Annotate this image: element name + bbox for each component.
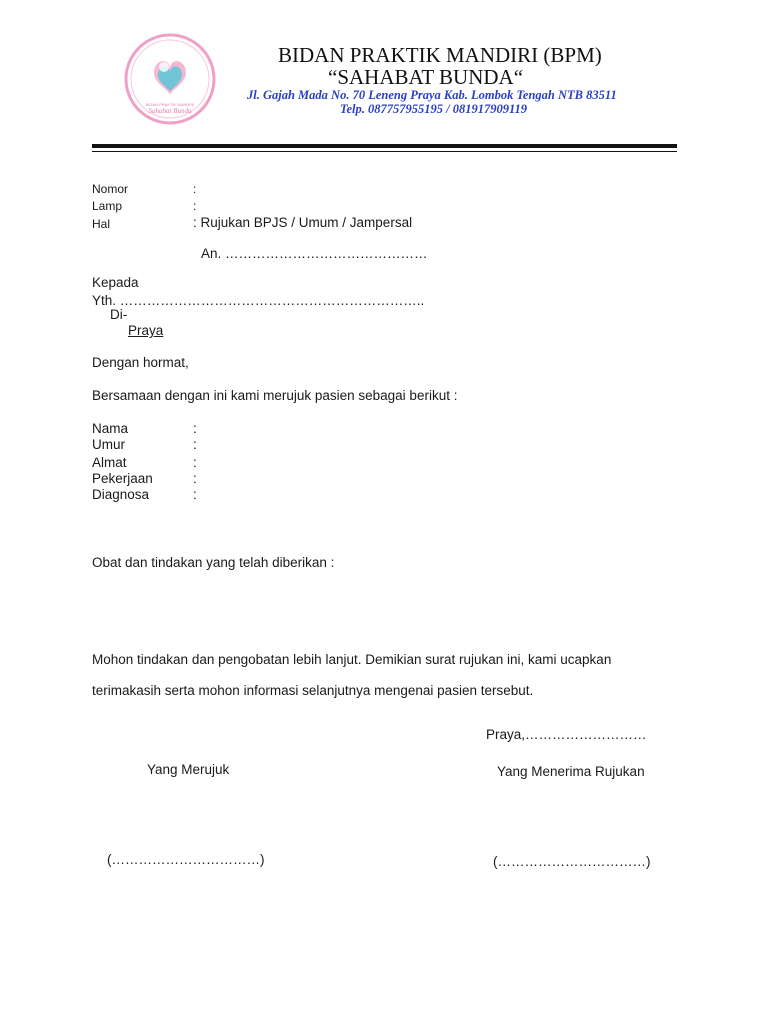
left-signature-blank: (……………………………) bbox=[107, 852, 265, 867]
right-signer-role: Yang Menerima Rujukan bbox=[497, 764, 645, 779]
svg-text:BIDAN PRAKTIK MANDIRI: BIDAN PRAKTIK MANDIRI bbox=[145, 102, 195, 107]
greeting: Dengan hormat, bbox=[92, 355, 189, 370]
lamp-label: Lamp bbox=[92, 199, 123, 213]
field-label-pekerjaan: Pekerjaan bbox=[92, 471, 153, 486]
header-phone: Telp. 087757955195 / 081917909119 bbox=[340, 102, 528, 116]
left-signer-role: Yang Merujuk bbox=[147, 762, 230, 777]
svg-text:Sahabat Bunda: Sahabat Bunda bbox=[148, 107, 192, 115]
header-rule-thick bbox=[92, 144, 677, 148]
recipient-place: Praya bbox=[128, 323, 164, 338]
di-label: Di- bbox=[110, 307, 128, 322]
kepada-label: Kepada bbox=[92, 275, 139, 290]
field-label-almat: Almat bbox=[92, 455, 127, 470]
hal-value: : Rujukan BPJS / Umum / Jampersal bbox=[193, 215, 413, 230]
obat-text: Obat dan tindakan yang telah diberikan : bbox=[92, 555, 335, 570]
hal-label: Hal bbox=[92, 217, 111, 231]
clinic-logo bbox=[124, 33, 216, 125]
field-colon-pekerjaan: : bbox=[193, 471, 197, 486]
field-colon-almat: : bbox=[193, 455, 197, 470]
header-rule-thin bbox=[92, 151, 677, 152]
closing-line-1: Mohon tindakan dan pengobatan lebih lanjut. Demikian surat rujukan ini, kami ucapkan bbox=[92, 652, 612, 667]
field-label-umur: Umur bbox=[92, 437, 125, 452]
header-title-line2: “SAHABAT BUNDA“ bbox=[328, 65, 524, 89]
place-date: Praya,……………………… bbox=[486, 727, 647, 742]
header-title-line1: BIDAN PRAKTIK MANDIRI (BPM) bbox=[278, 43, 602, 67]
header-address: Jl. Gajah Mada No. 70 Leneng Praya Kab. Lombok Tengah NTB 83511 bbox=[247, 88, 617, 102]
closing-line-2: terimakasih serta mohon informasi selanjutnya mengenai pasien tersebut. bbox=[92, 683, 534, 698]
yth-line: Yth. ………………………………………………………….. bbox=[92, 293, 425, 308]
nomor-label: Nomor bbox=[92, 182, 129, 196]
field-label-diagnosa: Diagnosa bbox=[92, 487, 150, 502]
right-signature-blank: (……………………………) bbox=[493, 854, 651, 869]
nomor-colon: : bbox=[193, 182, 197, 196]
intro-text: Bersamaan dengan ini kami merujuk pasien sebagai berikut : bbox=[92, 388, 458, 403]
field-colon-umur: : bbox=[193, 437, 197, 452]
an-line: An. ……………………………………… bbox=[201, 246, 428, 261]
field-colon-diagnosa: : bbox=[193, 487, 197, 502]
field-label-nama: Nama bbox=[92, 421, 129, 436]
field-colon-nama: : bbox=[193, 421, 197, 436]
lamp-colon: : bbox=[193, 199, 197, 213]
